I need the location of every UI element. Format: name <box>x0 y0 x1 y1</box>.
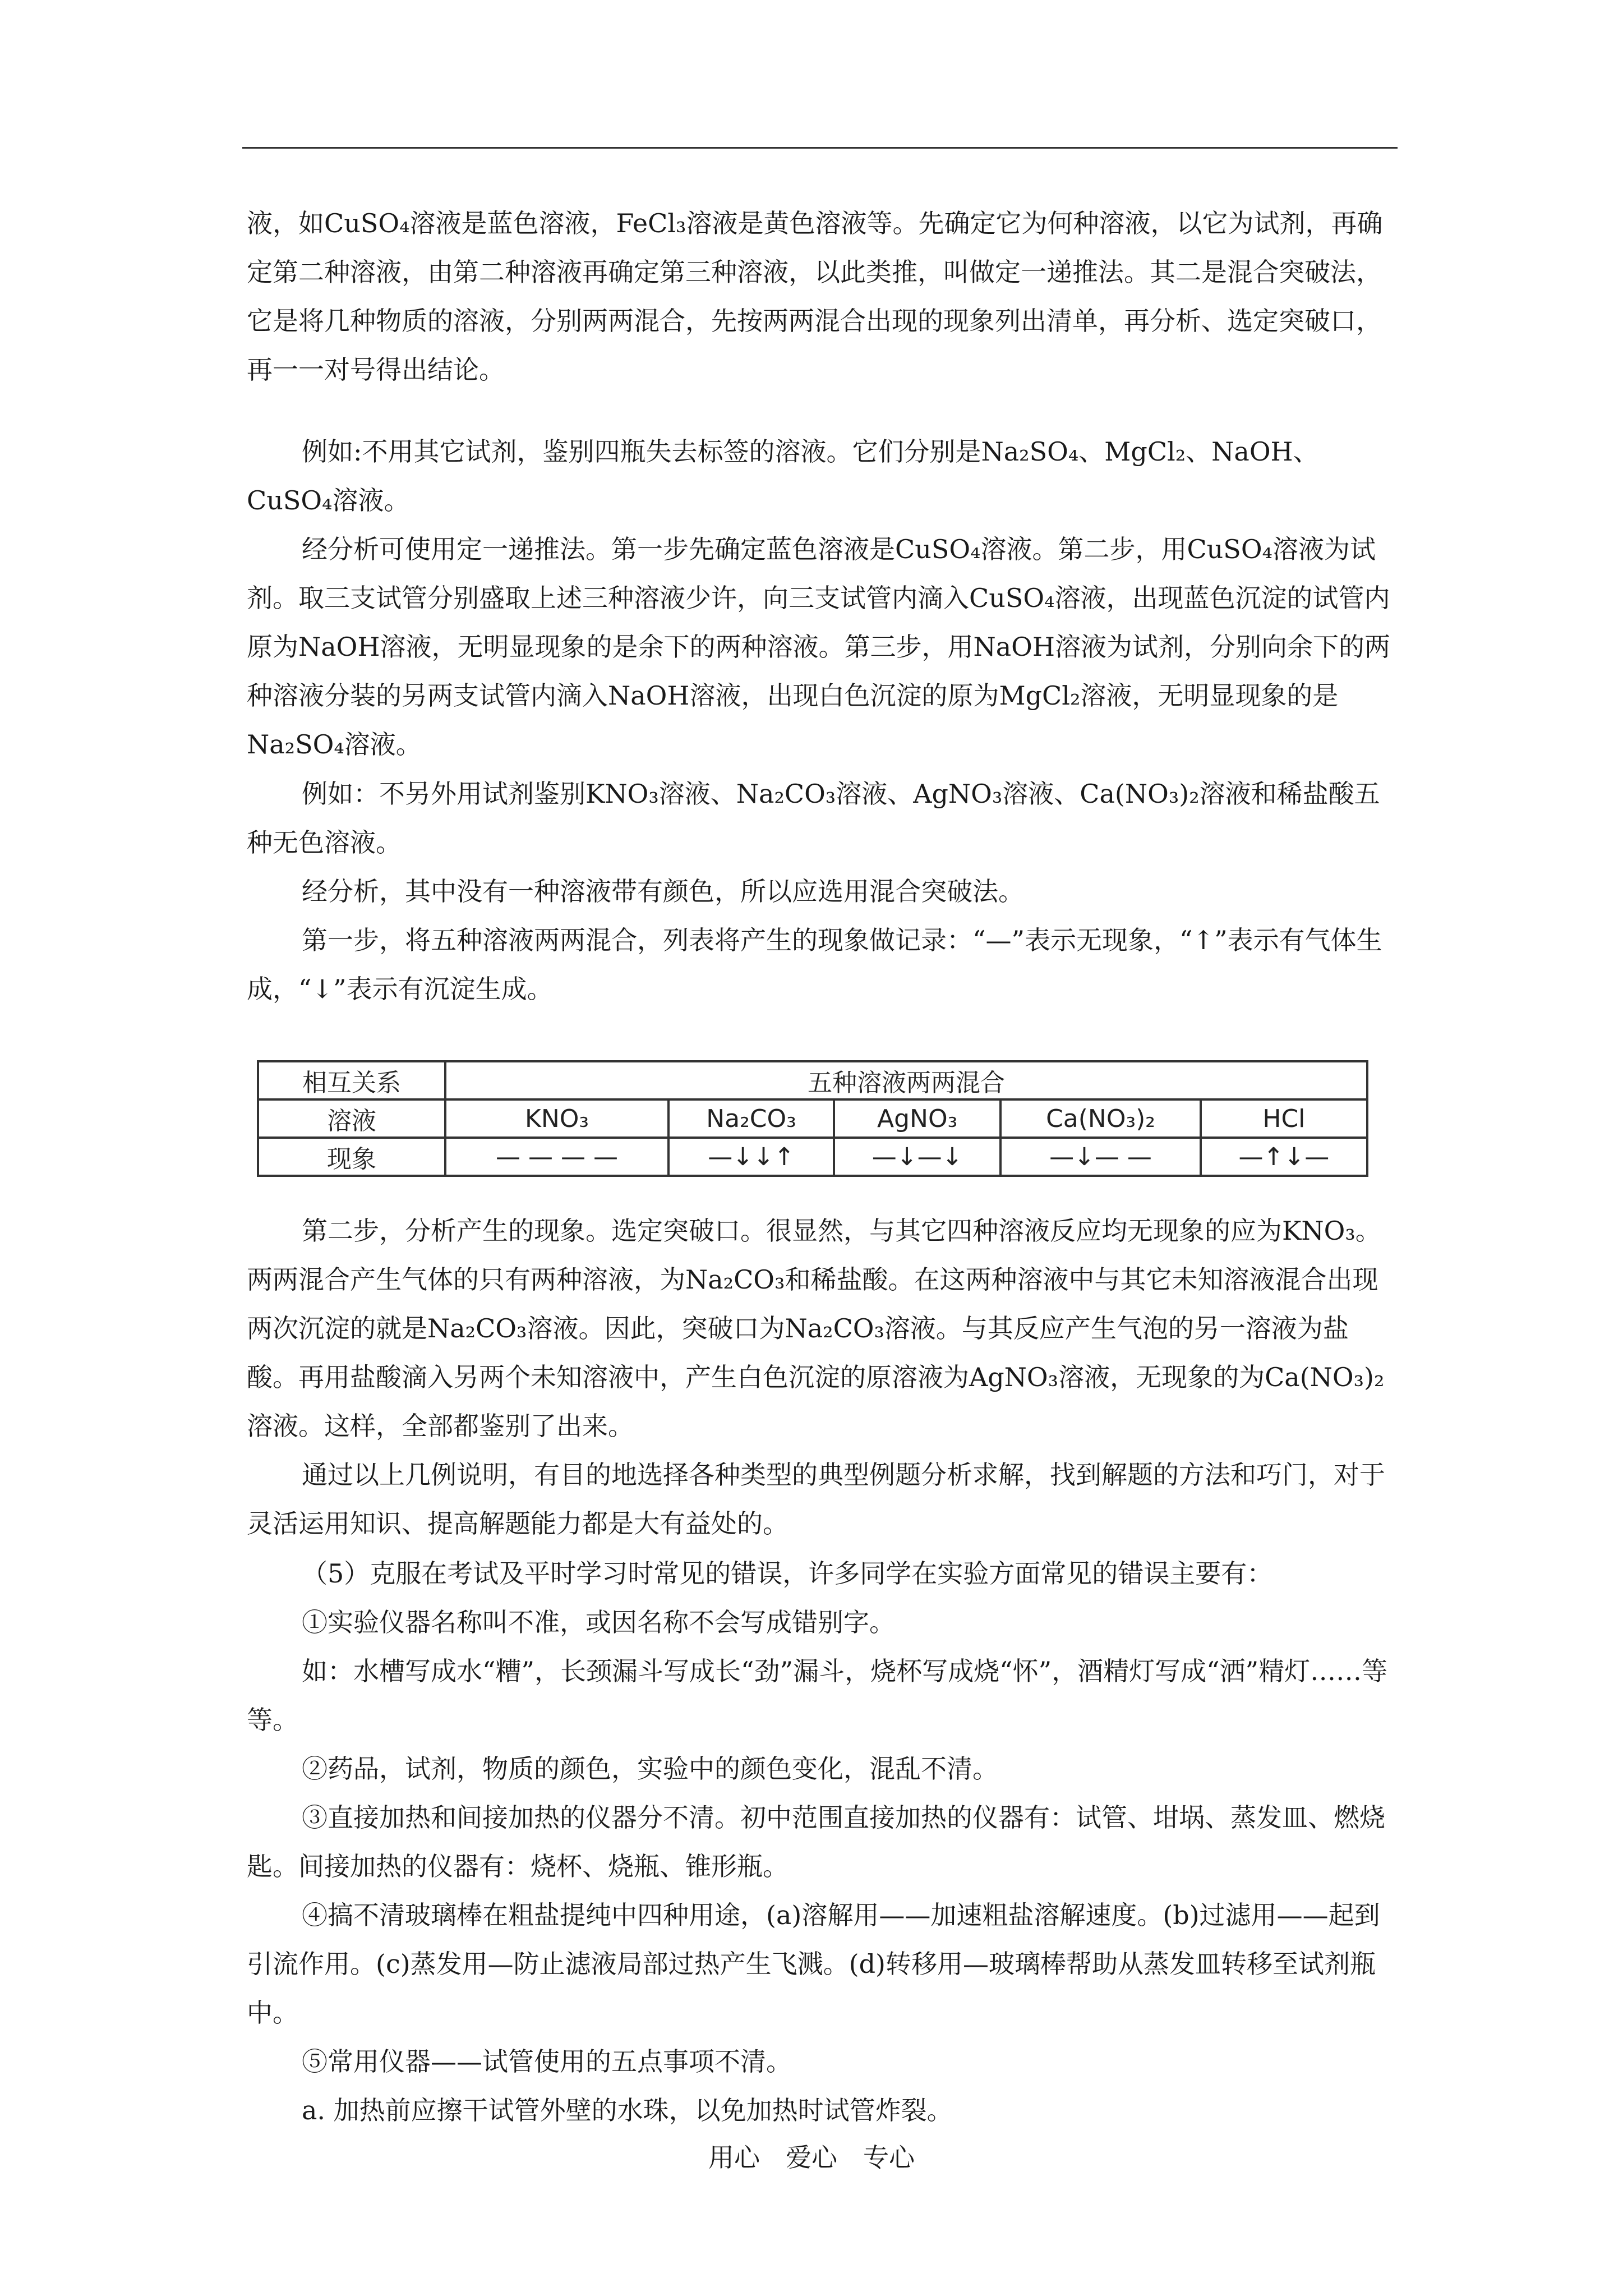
list-item: ①实验仪器名称叫不准，或因名称不会写成错别字。 <box>302 1607 895 1637</box>
table-row <box>258 1099 1367 1138</box>
table-cell-solution: KNO₃ <box>445 1099 668 1138</box>
example-two-step1: 第一步，将五种溶液两两混合，列表将产生的现象做记录：“—”表示无现象，“↑”表示有气体生成，“↓”表示有沉淀生成。 <box>247 925 1382 1004</box>
summary-text: 通过以上几例说明，有目的地选择各种类型的典型例题分析求解，找到解题的方法和巧门，对于灵活运用知识、提高解题能力都是大有益处的。 <box>247 1460 1385 1539</box>
step-two-text: 第二步，分析产生的现象。选定突破口。很显然，与其它四种溶液反应均无现象的应为KNO₃。两两混合产生气体的只有两种溶液，为Na₂CO₃和稀盐酸。在这两种溶液中与其它未知溶液混合出现两次沉淀的就是Na₂CO₃溶液。因此，突破口为Na₂CO₃溶液。与其反应产生气泡的另一溶液为盐酸。再用盐酸滴入另两个未知溶液中，产生白色沉淀的原溶液为AgNO₃溶液，无现象的为Ca(NO₃)₂溶液。这样，全部都鉴别了出来。 <box>247 1216 1385 1441</box>
paragraph-continued <box>247 199 1391 394</box>
table-cell-phenomenon: —↓—↓ <box>834 1138 1000 1176</box>
table-cell-solution: Ca(NO₃)₂ <box>1000 1099 1201 1138</box>
table-cell-phenomenon: —↑↓— <box>1201 1138 1367 1176</box>
table-cell-solution: HCl <box>1201 1099 1367 1138</box>
table-label-phenomenon: 现象 <box>258 1138 445 1176</box>
table-cell-phenomenon: —↓↓↑ <box>668 1138 834 1176</box>
mixing-table <box>257 1060 1368 1177</box>
table-cell-phenomenon: — — — — <box>445 1138 668 1176</box>
list-item: ②药品，试剂，物质的颜色，实验中的颜色变化，混乱不清。 <box>302 1754 998 1784</box>
table-label-solution: 溶液 <box>258 1099 445 1138</box>
header-rule <box>242 147 1398 149</box>
list-item: ③直接加热和间接加热的仪器分不清。初中范围直接加热的仪器有：试管、坩埚、蒸发皿、燃烧匙。间接加热的仪器有：烧杯、烧瓶、锥形瓶。 <box>247 1802 1385 1881</box>
table-header-relation: 相互关系 <box>258 1061 445 1099</box>
table-cell-phenomenon: —↓— — <box>1000 1138 1201 1176</box>
list-item: ⑤常用仪器——试管使用的五点事项不清。 <box>302 2046 792 2077</box>
step-two <box>247 1207 1391 1548</box>
list-item: a. 加热前应擦干试管外壁的水珠，以免加热时试管炸裂。 <box>302 2095 953 2125</box>
table-cell-solution: AgNO₃ <box>834 1099 1000 1138</box>
table-row <box>258 1061 1367 1099</box>
example-two-question: 例如：不另外用试剂鉴别KNO₃溶液、Na₂CO₃溶液、AgNO₃溶液、Ca(NO₃)₂溶液和稀盐酸五种无色溶液。 <box>247 779 1380 858</box>
table-row <box>258 1138 1367 1176</box>
table-header-mixing: 五种溶液两两混合 <box>445 1061 1367 1099</box>
example-one-analysis: 经分析可使用定一递推法。第一步先确定蓝色溶液是CuSO₄溶液。第二步，用CuSO₄溶液为试剂。取三支试管分别盛取上述三种溶液少许，向三支试管内滴入CuSO₄溶液，出现蓝色沉淀的试管内原为NaOH溶液，无明显现象的是余下的两种溶液。第三步，用NaOH溶液为试剂，分别向余下的两种溶液分装的另两支试管内滴入NaOH溶液，出现白色沉淀的原为MgCl₂溶液，无明显现象的是Na₂SO₄溶液。 <box>247 534 1391 760</box>
example-two <box>247 770 1391 1014</box>
list-item: 如：水槽写成水“糟”，长颈漏斗写成长“劲”漏斗，烧杯写成烧“怀”，酒精灯写成“洒”精灯……等等。 <box>247 1656 1388 1735</box>
table-cell-solution: Na₂CO₃ <box>668 1099 834 1138</box>
section-five <box>247 1549 1391 2135</box>
example-one <box>247 427 1391 769</box>
paragraph-text: 液，如CuSO₄溶液是蓝色溶液，FeCl₃溶液是黄色溶液等。先确定它为何种溶液，以它为试剂，再确定第二种溶液，由第二种溶液再确定第三种溶液，以此类推，叫做定一递推法。其二是混合突破法，它是将几种物质的溶液，分别两两混合，先按两两混合出现的现象列出清单，再分析、选定突破口，再一一对号得出结论。 <box>247 208 1383 385</box>
example-two-analysis: 经分析，其中没有一种溶液带有颜色，所以应选用混合突破法。 <box>302 876 1024 907</box>
example-one-question: 例如:不用其它试剂，鉴别四瓶失去标签的溶液。它们分别是Na₂SO₄、MgCl₂、NaOH、CuSO₄溶液。 <box>247 436 1319 516</box>
list-item: ④搞不清玻璃棒在粗盐提纯中四种用途，(a)溶解用——加速粗盐溶解速度。(b)过滤用——起到引流作用。(c)蒸发用—防止滤液局部过热产生飞溅。(d)转移用—玻璃棒帮助从蒸发皿转移至试剂瓶中。 <box>247 1900 1380 2028</box>
section-five-intro: （5）克服在考试及平时学习时常见的错误，许多同学在实验方面常见的错误主要有： <box>302 1558 1273 1589</box>
page-footer: 用心 爱心 专心 <box>708 2142 915 2173</box>
